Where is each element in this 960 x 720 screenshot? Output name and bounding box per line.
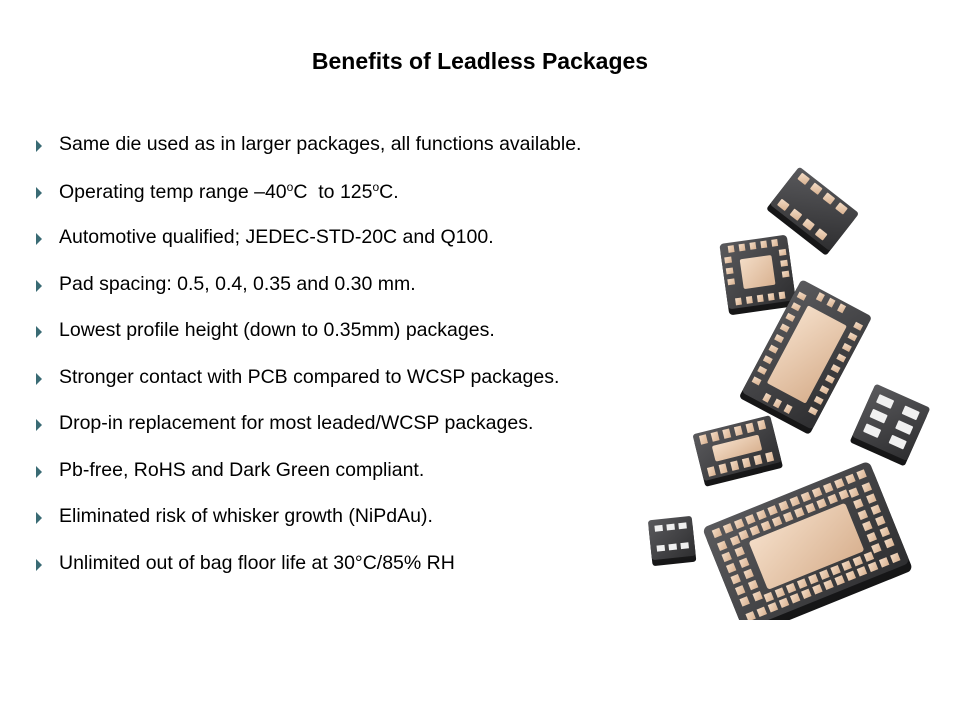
triangle-right-icon [30,558,50,572]
bullet-item [30,180,581,227]
bullet-item [30,366,581,413]
bullet-item [30,505,581,552]
bullet-text: Lowest profile height (down to 0.35mm) packages. [59,319,495,341]
leadless-packages-illustration [640,160,940,620]
bullet-text: Stronger contact with PCB compared to WCSP packages. [59,365,560,388]
bullet-text: Eliminated risk of whisker growth (NiPdAu). [59,505,433,527]
degree-superscript: o [372,179,380,194]
chip-7 [702,461,913,620]
bullet-text [59,180,399,204]
degree-superscript: o [286,179,294,194]
triangle-right-icon [30,325,50,339]
triangle-right-icon [30,372,50,386]
bullet-text: Pb-free, RoHS and Dark Green compliant. [59,458,425,481]
bullet-item [30,412,581,459]
chip-6 [648,516,697,566]
chip-5 [692,415,783,487]
bullet-text-part: C to 125 [293,180,373,203]
bullet-text: Pad spacing: 0.5, 0.4, 0.35 and 0.30 mm. [59,272,416,295]
triangle-right-icon [30,232,50,246]
triangle-right-icon [30,279,50,293]
bullet-list [30,133,581,598]
bullet-text-part: C. [379,180,399,203]
chip-2 [719,235,796,316]
triangle-right-icon [30,511,50,525]
bullet-text-part: Operating temp range –40 [59,180,287,203]
bullet-text: Same die used as in larger packages, all functions available. [59,133,582,155]
bullet-item [30,552,581,599]
triangle-right-icon [30,186,50,200]
bullet-item [30,133,581,180]
bullet-item [30,319,581,366]
bullet-item [30,459,581,506]
chip-4 [850,384,931,467]
bullet-text: Automotive qualified; JEDEC-STD-20C and Q100. [59,226,494,248]
triangle-right-icon [30,465,50,479]
bullet-text: Unlimited out of bag floor life at 30°C/85% RH [59,551,455,574]
slide-title: Benefits of Leadless Packages [311,48,649,74]
triangle-right-icon [30,139,50,153]
bullet-text: Drop-in replacement for most leaded/WCSP packages. [59,412,534,434]
triangle-right-icon [30,418,50,432]
bullet-item [30,226,581,273]
bullet-item [30,273,581,320]
